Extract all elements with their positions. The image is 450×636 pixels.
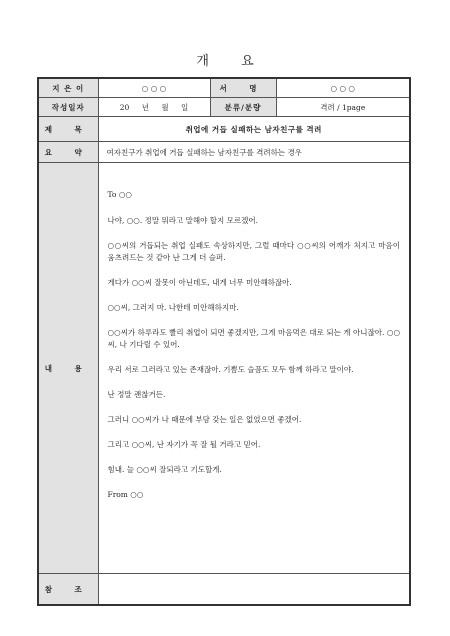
letter-paragraph: 난 정말 괜찮거든. — [107, 390, 166, 399]
letter-closing: From ○○ — [107, 490, 144, 499]
author-row — [38, 78, 410, 98]
letter-paragraph: ○○씨가 하루라도 빨리 취업이 되면 좋겠지만, 그게 마음먹은 대로 되는 게 아니잖아. ○○씨, 나 기다릴 수 있어. — [107, 328, 400, 349]
date-label: 작성일자 — [38, 98, 98, 117]
summary-row — [38, 142, 410, 163]
author-value: ○ ○ ○ — [98, 78, 210, 98]
letter-paragraph: 그러니 ○○씨가 나 때문에 부담 갖는 일은 없었으면 좋겠어. — [107, 415, 302, 424]
summary-form-table — [37, 77, 411, 606]
subject-value: 취업에 거듭 실패하는 남자친구를 격려 — [98, 117, 410, 142]
letter-paragraph: 힘내. 늘 ○○씨 잘되라고 기도할게. — [107, 465, 222, 474]
subject-label: 제 목 — [38, 117, 98, 142]
letter-paragraph: 게다가 ○○씨 잘못이 아닌데도, 내게 너무 미안해하잖아. — [107, 278, 292, 287]
letter-paragraph: 나야, ○○. 정말 뭐라고 말해야 할지 모르겠어. — [107, 216, 258, 225]
document-title: 개 요 — [196, 54, 254, 69]
category-label: 분류/분량 — [210, 98, 276, 117]
letter-body — [98, 163, 410, 574]
letter-paragraph: 우리 서로 그러라고 있는 존재잖아. 기쁨도 슬픔도 모두 함께 하라고 말이야. — [107, 365, 354, 374]
reference-row — [38, 574, 410, 606]
date-value: 20 년 월 일 — [98, 98, 210, 117]
signature-value: ○ ○ ○ — [276, 78, 410, 98]
author-label: 지 은 이 — [38, 78, 98, 98]
letter-paragraph: ○○씨, 그러지 마. 나한테 미안해하지마. — [107, 303, 239, 312]
subject-row — [38, 117, 410, 142]
content-label: 내 용 — [38, 163, 98, 574]
signature-label: 서 명 — [210, 78, 276, 98]
summary-value: 여자친구가 취업에 거듭 실패하는 남자친구를 격려하는 경우 — [98, 142, 410, 163]
letter-greeting: To ○○ — [107, 190, 132, 199]
category-value: 격려 / 1page — [276, 98, 410, 117]
letter-paragraph: ○○씨의 거듭되는 취업 실패도 속상하지만, 그럴 때마다 ○○씨의 어깨가 처지고 마음이 움츠려드는 것 같아 난 그게 더 슬퍼. — [107, 241, 400, 262]
reference-label: 참 조 — [38, 574, 98, 606]
date-row — [38, 98, 410, 117]
content-row — [38, 163, 410, 574]
summary-label: 요 약 — [38, 142, 98, 163]
reference-value — [98, 574, 410, 606]
letter-paragraph: 그리고 ○○씨, 난 자기가 꼭 잘 될 거라고 믿어. — [107, 440, 261, 449]
